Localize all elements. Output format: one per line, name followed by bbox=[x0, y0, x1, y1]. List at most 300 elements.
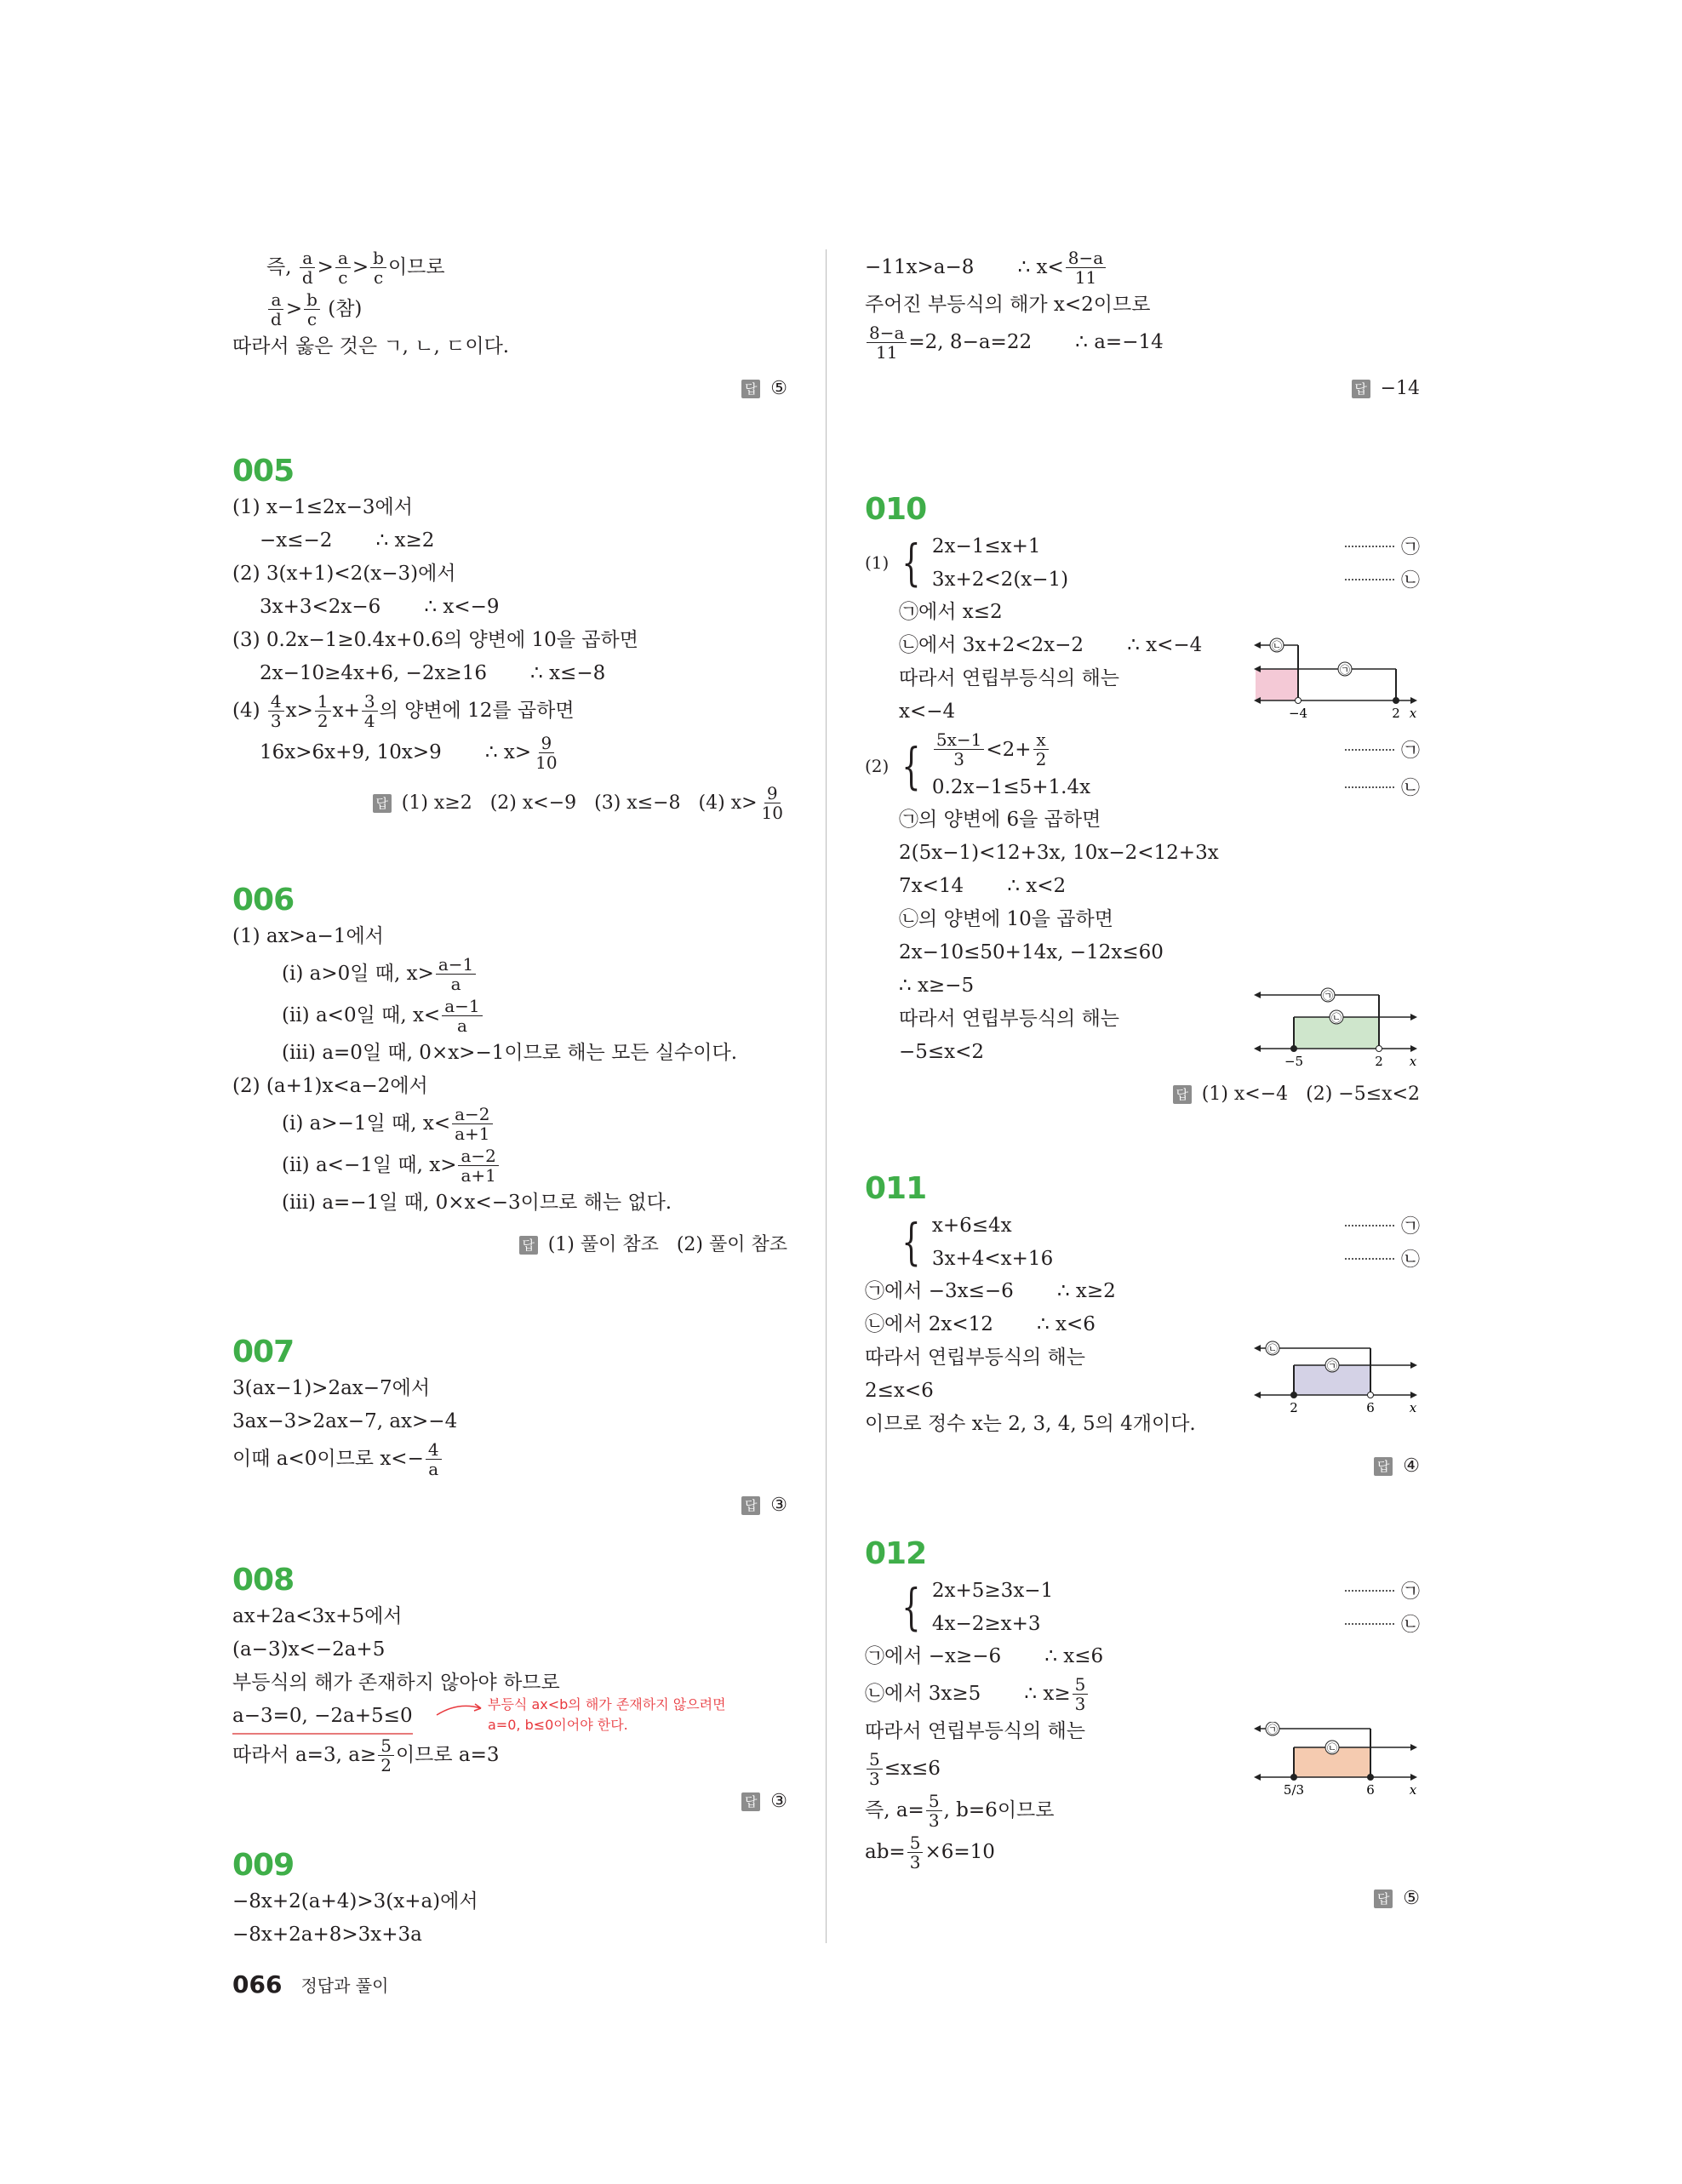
text-segment: ㉡에서 3x≥5 ∴ x≥ bbox=[865, 1683, 1071, 1705]
solution-line bbox=[865, 322, 1420, 363]
text-segment: ⑤ bbox=[770, 378, 787, 399]
equation-mark: ㉡ bbox=[1400, 778, 1420, 799]
text-segment: −14 bbox=[1380, 378, 1420, 399]
solution-line bbox=[865, 289, 1420, 322]
denominator: 3 bbox=[953, 749, 965, 769]
text-segment: > bbox=[285, 298, 303, 320]
solution-line bbox=[865, 1832, 1420, 1873]
answer-row bbox=[865, 1449, 1420, 1484]
answer-row bbox=[232, 372, 787, 406]
arrowhead-icon bbox=[1254, 1345, 1261, 1352]
inequality-mark: ㉠ bbox=[1322, 990, 1334, 1002]
answer-badge: 답 bbox=[1352, 380, 1370, 398]
denominator: 3 bbox=[869, 1769, 880, 1789]
text-segment: (1) x<−4 (2) −5≤x<2 bbox=[1201, 1083, 1420, 1105]
inequality-mark: ㉡ bbox=[1267, 1343, 1279, 1355]
denominator: 11 bbox=[875, 342, 898, 363]
numerator: 4 bbox=[426, 1440, 442, 1460]
arrowhead-icon bbox=[1410, 1744, 1417, 1751]
system-row bbox=[932, 1242, 1420, 1275]
text-segment: (ⅰ) a>0일 때, x> bbox=[282, 963, 434, 985]
equation-system bbox=[865, 1209, 1420, 1275]
answer-badge: 답 bbox=[741, 380, 760, 398]
solution-line bbox=[865, 247, 1420, 289]
text-segment: 3ax−3>2ax−7, ax>−4 bbox=[232, 1410, 458, 1432]
text-segment: ④ bbox=[1403, 1455, 1420, 1477]
numerator: a bbox=[268, 290, 283, 310]
brace-icon: { bbox=[901, 534, 921, 592]
section-008 bbox=[232, 1561, 787, 1819]
text-segment: −8x+2(a+4)>3(x+a)에서 bbox=[232, 1890, 478, 1912]
inequality-mark: ㉡ bbox=[1271, 640, 1283, 652]
text-segment: (ⅰ) a>−1일 때, x< bbox=[282, 1112, 451, 1135]
inequality-mark: ㉡ bbox=[1330, 1012, 1342, 1024]
text-segment: 0.2x−1≤5+1.4x bbox=[931, 775, 1091, 798]
text-segment: (ⅱ) a<0일 때, x< bbox=[282, 1004, 441, 1026]
answer-badge: 답 bbox=[519, 1236, 538, 1255]
answer-row bbox=[232, 782, 787, 824]
equation-mark: ㉡ bbox=[1400, 570, 1420, 592]
brace-icon: { bbox=[901, 1213, 921, 1271]
fraction bbox=[426, 1438, 442, 1480]
solution-line bbox=[232, 995, 787, 1037]
fraction bbox=[458, 1145, 498, 1186]
text-segment: ㉡의 양변에 10을 곱하면 bbox=[899, 908, 1113, 930]
solution-line bbox=[232, 624, 787, 657]
text-segment: x<−4 bbox=[899, 700, 956, 723]
text-segment: (ⅲ) a=0일 때, 0×x>−1이므로 해는 모든 실수이다. bbox=[282, 1042, 738, 1064]
answer-row bbox=[865, 372, 1420, 406]
denominator: d bbox=[301, 267, 313, 288]
closed-point bbox=[1291, 1392, 1297, 1398]
system-row bbox=[932, 770, 1420, 803]
section-009 bbox=[232, 1846, 787, 1952]
text-segment: 이므로 정수 x는 2, 3, 4, 5의 4개이다. bbox=[865, 1413, 1196, 1435]
axis-tick-label: 6 bbox=[1366, 1400, 1375, 1415]
fraction bbox=[300, 247, 316, 289]
denominator: 10 bbox=[761, 803, 783, 823]
denominator: a+1 bbox=[455, 1123, 490, 1144]
text-segment: ③ bbox=[770, 1495, 787, 1516]
text-segment: 3(ax−1)>2ax−7에서 bbox=[232, 1377, 431, 1399]
text-segment: ㉠에서 −x≥−6 ∴ x≤6 bbox=[865, 1645, 1104, 1667]
solution-line bbox=[232, 1600, 787, 1633]
fraction bbox=[1033, 729, 1050, 770]
text-segment: 2(5x−1)<12+3x, 10x−2<12+3x bbox=[899, 842, 1219, 864]
axis-tick-label: 2 bbox=[1290, 1400, 1298, 1415]
system-row bbox=[932, 729, 1420, 770]
equation-mark: ㉠ bbox=[1400, 1216, 1420, 1238]
arrowhead-icon bbox=[1410, 1014, 1417, 1021]
equation-mark: ㉠ bbox=[1400, 740, 1420, 762]
page-number: 066 bbox=[232, 1970, 283, 1998]
closed-point bbox=[1291, 1046, 1297, 1052]
text-segment: −5≤x<2 bbox=[899, 1041, 985, 1063]
numerator: b bbox=[304, 290, 320, 310]
system-rows bbox=[932, 1574, 1420, 1640]
denominator: d bbox=[271, 309, 282, 329]
open-point bbox=[1376, 1046, 1382, 1052]
text-segment: (1) ax>a−1에서 bbox=[232, 925, 384, 947]
fraction bbox=[304, 289, 320, 330]
text-segment: 의 양변에 12를 곱하면 bbox=[379, 700, 575, 722]
fraction bbox=[436, 953, 476, 995]
answer-row bbox=[232, 1489, 787, 1523]
text-segment: (2) 3(x+1)<2(x−3)에서 bbox=[232, 563, 456, 585]
numerator: 1 bbox=[315, 692, 331, 712]
numerator: 4 bbox=[268, 692, 284, 712]
denominator: 10 bbox=[535, 752, 558, 773]
solution-line bbox=[232, 1696, 787, 1735]
problem-number: 010 bbox=[865, 492, 927, 527]
solution-line bbox=[232, 557, 787, 591]
arrowhead-icon bbox=[1254, 1045, 1261, 1052]
solution-line bbox=[232, 1885, 787, 1918]
arrowhead-icon bbox=[1254, 642, 1261, 649]
text-segment: 따라서 연립부등식의 해는 bbox=[865, 1720, 1086, 1742]
numerator: 8−a bbox=[867, 323, 907, 343]
text-segment: 2x+5≥3x−1 bbox=[931, 1579, 1054, 1602]
solution-line bbox=[865, 903, 1420, 936]
continued-solution bbox=[232, 247, 787, 406]
page-label: 정답과 풀이 bbox=[300, 1975, 389, 1996]
section-011 bbox=[865, 1169, 1420, 1484]
text-segment: 4x−2≥x+3 bbox=[931, 1612, 1041, 1635]
page-footer bbox=[232, 1970, 388, 1998]
solution-line bbox=[232, 1438, 787, 1480]
answer-badge: 답 bbox=[1173, 1085, 1192, 1104]
solution-line bbox=[232, 1405, 787, 1438]
axis-tick-label: x bbox=[1409, 1782, 1417, 1798]
axis-tick-label: 2 bbox=[1392, 706, 1400, 721]
text-segment: ㉠에서 x≤2 bbox=[899, 601, 1003, 623]
open-point bbox=[1368, 1392, 1374, 1398]
arrowhead-icon bbox=[1254, 1392, 1261, 1398]
denominator: a bbox=[450, 974, 461, 994]
numerator: a bbox=[335, 249, 351, 268]
text-segment: (1) x≥2 (2) x<−9 (3) x≤−8 (4) x> bbox=[401, 792, 758, 814]
system-label: (1) bbox=[865, 552, 890, 573]
number-line-graph bbox=[1251, 637, 1422, 722]
problem-number: 009 bbox=[232, 1848, 295, 1883]
problem-number: 006 bbox=[232, 883, 295, 918]
denominator: 2 bbox=[1035, 749, 1047, 769]
axis-tick-label: 6 bbox=[1366, 1782, 1375, 1798]
fraction bbox=[759, 782, 786, 824]
solution-line bbox=[865, 837, 1420, 870]
text-segment: > bbox=[352, 256, 369, 278]
solution-line bbox=[232, 1372, 787, 1405]
text-segment: −8x+2a+8>3x+3a bbox=[232, 1924, 422, 1946]
solution-line bbox=[232, 732, 787, 774]
text-segment: 2≤x<6 bbox=[865, 1380, 934, 1402]
numerator: x bbox=[1033, 730, 1048, 750]
numerator: 8−a bbox=[1066, 249, 1106, 268]
closed-point bbox=[1368, 1775, 1374, 1781]
fraction bbox=[867, 1748, 883, 1790]
text-segment: 따라서 연립부등식의 해는 bbox=[899, 1008, 1120, 1030]
axis-tick-label: −5 bbox=[1284, 1054, 1304, 1069]
solution-line bbox=[865, 1308, 1420, 1341]
text-segment: 2x−10≥4x+6, −2x≥16 ∴ x≤−8 bbox=[260, 662, 606, 684]
arrowhead-icon bbox=[1254, 992, 1261, 998]
solution-line bbox=[865, 1673, 1420, 1715]
leader-dots bbox=[1345, 1258, 1394, 1260]
system-row bbox=[932, 1607, 1420, 1640]
text-segment: ×6=10 bbox=[924, 1841, 995, 1863]
numerator: a−2 bbox=[452, 1105, 492, 1124]
text-segment: (a−3)x<−2a+5 bbox=[232, 1638, 386, 1661]
numerator: 5 bbox=[1073, 1675, 1089, 1695]
axis-tick-label: x bbox=[1409, 1400, 1417, 1415]
solution-line bbox=[232, 1186, 787, 1220]
solution-line bbox=[232, 330, 787, 363]
text-segment: a−3=0, −2a+5≤0 bbox=[232, 1705, 413, 1727]
answer-row bbox=[865, 1078, 1420, 1112]
solution-line bbox=[232, 1070, 787, 1103]
fraction bbox=[867, 322, 907, 363]
system-rows bbox=[932, 529, 1420, 596]
arrowhead-icon bbox=[1410, 1045, 1417, 1052]
equation-mark: ㉠ bbox=[1400, 537, 1420, 558]
axis-tick-label: 5/3 bbox=[1283, 1782, 1305, 1798]
leader-dots bbox=[1345, 1225, 1394, 1226]
system-row bbox=[932, 1574, 1420, 1607]
inequality-mark: ㉠ bbox=[1339, 664, 1351, 676]
margin-note bbox=[488, 1695, 726, 1735]
section-007 bbox=[232, 1333, 787, 1523]
numerator: 5 bbox=[867, 1750, 883, 1769]
arrowhead-icon bbox=[1410, 697, 1417, 704]
denominator: 3 bbox=[1074, 1694, 1086, 1714]
numerator: b bbox=[370, 249, 386, 268]
equation-mark: ㉡ bbox=[1400, 1249, 1420, 1271]
system-rows bbox=[932, 729, 1420, 803]
text-segment: 16x>6x+9, 10x>9 ∴ x> bbox=[260, 741, 532, 763]
answer-row bbox=[232, 1228, 787, 1262]
text-segment: 따라서 연립부등식의 해는 bbox=[899, 667, 1120, 689]
denominator: c bbox=[338, 267, 348, 288]
solution-line bbox=[232, 657, 787, 690]
section-005 bbox=[232, 452, 787, 824]
text-segment: 7x<14 ∴ x<2 bbox=[899, 875, 1067, 897]
leader-dots bbox=[1345, 1590, 1394, 1592]
arrowhead-icon bbox=[1410, 1392, 1417, 1398]
continued-solution bbox=[865, 247, 1420, 406]
problem-number: 005 bbox=[232, 454, 295, 489]
numerator: 5 bbox=[926, 1792, 942, 1811]
leader-dots bbox=[1345, 546, 1394, 547]
text-segment: 2x−10≤50+14x, −12x≤60 bbox=[899, 941, 1164, 963]
number-line-graph bbox=[1251, 1340, 1422, 1425]
answer-badge: 답 bbox=[741, 1496, 760, 1515]
text-segment: ㉡에서 3x+2<2x−2 ∴ x<−4 bbox=[899, 634, 1203, 656]
system-row bbox=[932, 1209, 1420, 1242]
arrowhead-icon bbox=[1254, 1725, 1261, 1732]
section-010 bbox=[865, 490, 1420, 1112]
text-segment: 이므로 a=3 bbox=[395, 1744, 500, 1766]
inequality-mark: ㉠ bbox=[1326, 1360, 1338, 1372]
text-segment: x+ bbox=[332, 700, 360, 722]
fraction bbox=[378, 1735, 394, 1776]
text-segment: ∴ x≥−5 bbox=[899, 975, 975, 997]
text-segment: (1) x−1≤2x−3에서 bbox=[232, 496, 413, 518]
text-segment: 3x+4<x+16 bbox=[931, 1247, 1054, 1270]
inequality-mark: ㉡ bbox=[1326, 1742, 1338, 1754]
fraction bbox=[268, 289, 284, 330]
numerator: 5 bbox=[907, 1833, 924, 1853]
fraction bbox=[934, 729, 985, 770]
denominator: 3 bbox=[909, 1852, 921, 1872]
fraction bbox=[442, 995, 482, 1037]
denominator: a bbox=[456, 1015, 467, 1036]
numerator: 5 bbox=[378, 1736, 394, 1756]
text-segment: −11x>a−8 ∴ x< bbox=[865, 256, 1064, 278]
note-line: 부등식 ax<b의 해가 존재하지 않으려면 bbox=[488, 1696, 726, 1712]
solution-line bbox=[232, 920, 787, 953]
text-segment: (3) 0.2x−1≥0.4x+0.6의 양변에 10을 곱하면 bbox=[232, 629, 638, 651]
text-segment: ax+2a<3x+5에서 bbox=[232, 1605, 403, 1627]
text-segment: ㉠에서 −3x≤−6 ∴ x≥2 bbox=[865, 1280, 1116, 1302]
text-segment: 따라서 옳은 것은 ㄱ, ㄴ, ㄷ이다. bbox=[232, 335, 510, 357]
brace-icon: { bbox=[901, 1578, 921, 1636]
equation-system bbox=[865, 1574, 1420, 1640]
solution-line bbox=[232, 1633, 787, 1667]
section-006 bbox=[232, 881, 787, 1262]
number-line-graph bbox=[1251, 1722, 1422, 1807]
text-segment: ㉡에서 2x<12 ∴ x<6 bbox=[865, 1313, 1096, 1335]
denominator: a bbox=[428, 1459, 439, 1479]
text-segment: ㉠의 양변에 6을 곱하면 bbox=[899, 809, 1101, 831]
system-label: (2) bbox=[865, 756, 890, 776]
text-segment: ⑤ bbox=[1403, 1888, 1420, 1909]
denominator: 11 bbox=[1074, 267, 1097, 288]
numerator: 5x−1 bbox=[934, 730, 985, 750]
fraction bbox=[335, 247, 351, 289]
problem-number: 011 bbox=[865, 1171, 927, 1206]
equation-mark: ㉡ bbox=[1400, 1615, 1420, 1636]
axis-tick-label: −4 bbox=[1288, 706, 1308, 721]
text-segment: (2) (a+1)x<a−2에서 bbox=[232, 1075, 428, 1097]
solution-line bbox=[865, 936, 1420, 969]
denominator: 4 bbox=[363, 711, 375, 731]
problem-number: 008 bbox=[232, 1563, 295, 1598]
fraction bbox=[370, 247, 386, 289]
system-row bbox=[932, 563, 1420, 596]
text-segment: ≤x≤6 bbox=[884, 1758, 941, 1780]
text-segment: 3x+3<2x−6 ∴ x<−9 bbox=[260, 596, 500, 618]
note-line: a=0, b≤0이어야 한다. bbox=[488, 1717, 628, 1733]
section-012 bbox=[865, 1535, 1420, 1916]
text-segment: 이때 a<0이므로 x<− bbox=[232, 1448, 424, 1470]
system-rows bbox=[932, 1209, 1420, 1275]
text-segment: =2, 8−a=22 ∴ a=−14 bbox=[908, 331, 1164, 353]
denominator: c bbox=[306, 309, 318, 329]
solution-line bbox=[865, 596, 1420, 629]
answer-row bbox=[232, 1785, 787, 1819]
solution-line bbox=[232, 524, 787, 557]
text-segment: −x≤−2 ∴ x≥2 bbox=[260, 529, 435, 552]
text-segment: ③ bbox=[770, 1791, 787, 1812]
text-segment: <2+ bbox=[986, 738, 1032, 761]
fraction bbox=[1073, 1673, 1089, 1715]
answer-badge: 답 bbox=[373, 794, 392, 813]
denominator: 3 bbox=[928, 1810, 940, 1831]
fraction bbox=[315, 690, 331, 732]
text-segment: (참) bbox=[321, 298, 363, 320]
leader-dots bbox=[1345, 1623, 1394, 1625]
solution-line bbox=[865, 1640, 1420, 1673]
solution-line bbox=[232, 1145, 787, 1186]
text-segment: 이므로 bbox=[387, 256, 445, 278]
text-segment: (4) bbox=[232, 700, 266, 722]
solution-line bbox=[232, 247, 787, 289]
text-segment: , b=6이므로 bbox=[943, 1799, 1055, 1821]
fraction bbox=[362, 690, 378, 732]
underlined-expression bbox=[232, 1700, 413, 1735]
solution-line bbox=[865, 1275, 1420, 1308]
solution-line bbox=[232, 953, 787, 995]
axis-tick-label: x bbox=[1409, 706, 1417, 721]
text-segment: x> bbox=[285, 700, 313, 722]
solution-line bbox=[232, 1918, 787, 1952]
system-row bbox=[932, 529, 1420, 563]
solution-line bbox=[865, 803, 1420, 837]
text-segment: ab= bbox=[865, 1841, 906, 1863]
fraction bbox=[452, 1103, 492, 1145]
text-segment: 3x+2<2(x−1) bbox=[931, 568, 1069, 591]
answer-badge: 답 bbox=[1374, 1890, 1393, 1908]
text-segment: 부등식의 해가 존재하지 않아야 하므로 bbox=[232, 1672, 560, 1694]
solution-line bbox=[232, 690, 787, 732]
solution-line bbox=[232, 491, 787, 524]
number-line-graph bbox=[1251, 985, 1422, 1070]
denominator: a+1 bbox=[461, 1165, 496, 1186]
denominator: 2 bbox=[380, 1755, 392, 1775]
text-segment: 즉, bbox=[266, 256, 298, 278]
numerator: 9 bbox=[539, 734, 555, 753]
text-segment: 주어진 부등식의 해가 x<2이므로 bbox=[865, 294, 1151, 316]
solution-line bbox=[865, 870, 1420, 903]
equation-system bbox=[865, 729, 1420, 803]
text-segment: 따라서 연립부등식의 해는 bbox=[865, 1346, 1086, 1369]
numerator: a−1 bbox=[436, 955, 476, 975]
equation-system bbox=[865, 529, 1420, 596]
numerator: 9 bbox=[764, 784, 781, 803]
problem-number: 007 bbox=[232, 1335, 295, 1369]
solution-line bbox=[232, 289, 787, 330]
solution-line bbox=[232, 1735, 787, 1776]
solution-line bbox=[232, 1103, 787, 1145]
text-segment: 따라서 a=3, a≥ bbox=[232, 1744, 377, 1766]
text-segment: 2x−1≤x+1 bbox=[931, 535, 1041, 557]
closed-point bbox=[1393, 698, 1399, 704]
fraction bbox=[926, 1790, 942, 1832]
numerator: 3 bbox=[362, 692, 378, 712]
equation-mark: ㉠ bbox=[1400, 1581, 1420, 1603]
leader-dots bbox=[1345, 786, 1394, 788]
problem-number: 012 bbox=[865, 1536, 927, 1571]
answer-badge: 답 bbox=[741, 1792, 760, 1811]
fraction bbox=[533, 732, 559, 774]
answer-badge: 답 bbox=[1374, 1457, 1393, 1476]
open-point bbox=[1296, 698, 1302, 704]
brace-icon: { bbox=[901, 737, 921, 795]
closed-point bbox=[1291, 1775, 1297, 1781]
text-segment: x+6≤4x bbox=[931, 1214, 1012, 1237]
numerator: a−2 bbox=[458, 1146, 498, 1166]
text-segment: (ⅱ) a<−1일 때, x> bbox=[282, 1154, 457, 1176]
